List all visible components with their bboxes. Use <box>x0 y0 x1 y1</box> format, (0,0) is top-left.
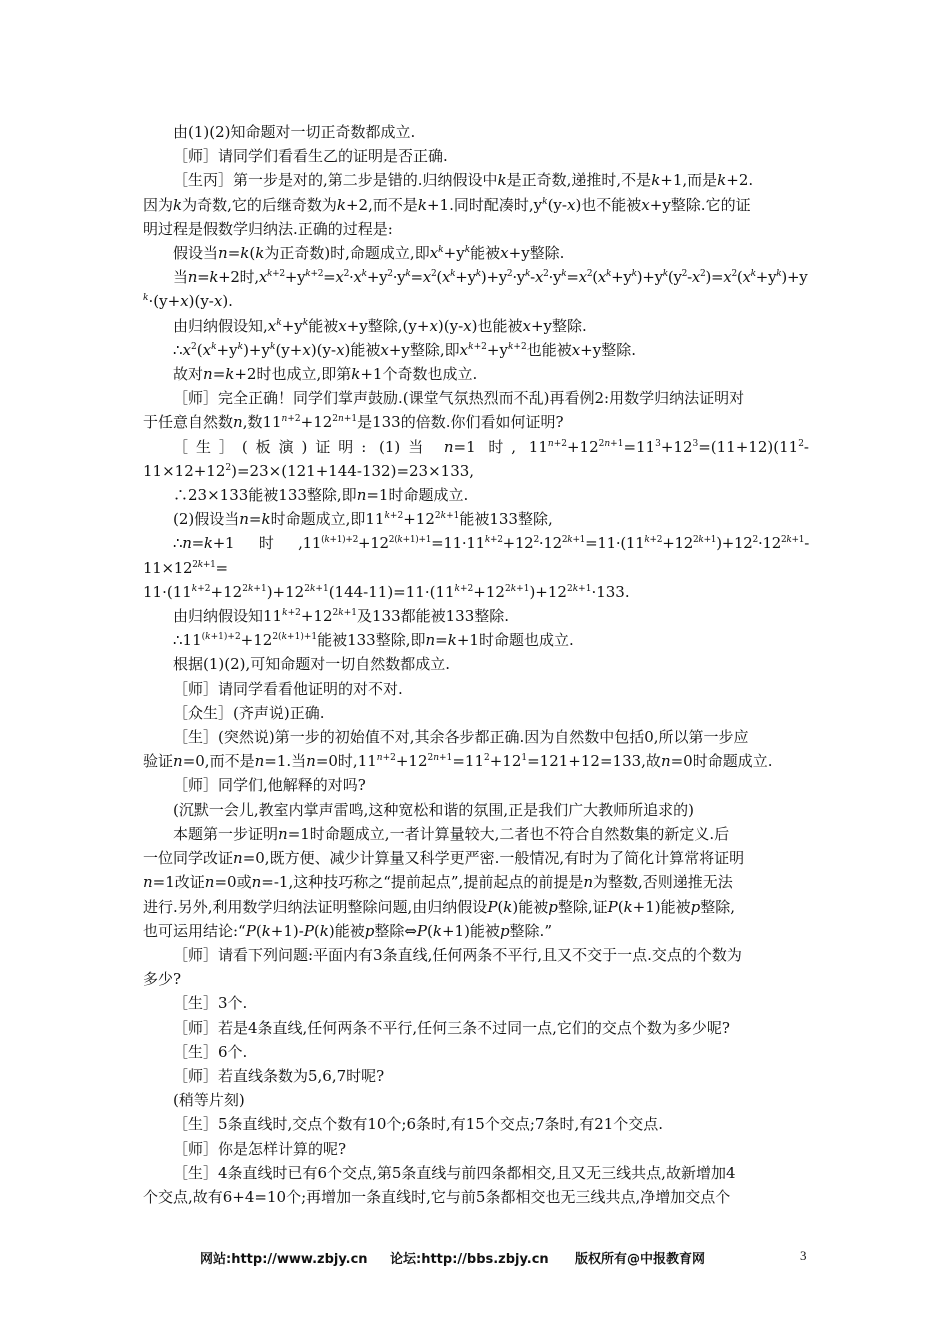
footer-forum-link[interactable]: 论坛:http://bbs.zbjy.cn <box>390 1252 549 1267</box>
text-line: ［生］(突然说)第一步的初始值不对,其余各步都正确.因为自然数中包括0,所以第一步应 <box>173 728 749 747</box>
text-line: ［生丙］第一步是对的,第二步是错的.归纳假设中k是正奇数,递推时,不是k+1,而是k+2. <box>173 171 754 190</box>
text-line: 由归纳假设知$,x^k+y^k$能被x+y整除,(y+x)(y-x)也能被x+y整除. <box>173 316 587 335</box>
text-line: 当n=k+2时$,x^{k+2}+y^{k+2}=x^2\cdot x^k+y^2\cdot y^k=x^2(x^k+y^k)+y^2\cdot y^k-x^2\cdot y^k=x^2(x^k+y^k)+y^k(y^2-x^2)=x^2(x^k+y^k)+y$ <box>173 268 808 287</box>
text-line: 由(1)(2)知命题对一切正奇数都成立. <box>173 123 416 141</box>
text-line: $^k$·(y+x)(y-x). <box>143 292 233 311</box>
text-line: ∴n=k+1时$,11^{(k+1)+2}+12^{2(k+1)+1}=11\cdot 11^{k+2}+12^2\cdot 12^{2k+1}=11\cdot(11^{k+2}+12^{2k+1})+12^2\cdot 12^{2k+1}-11\times 12^{2k+1}=$ <box>143 534 809 577</box>
text-line: ［生］6个. <box>173 1042 248 1061</box>
text-line: ［生］5条直线时,交点个数有10个;6条时,有15个交点;7条时,有21个交点. <box>173 1115 664 1134</box>
text-line: $\therefore x^2(x^k+y^k)+y^k(y+x)(y-x)$能被x+y整除,即$x^{k+2}+y^{k+2}$也能被x+y整除. <box>173 340 636 359</box>
text-line: ［师］请同学们看看生乙的证明是否正确. <box>173 147 448 166</box>
text-line: 验证n=0,而不是n=1.当n=0时$,11^{n+2}+12^{2n+1}=11^2+12^1=121+12=133$,故n=0时命题成立. <box>143 752 773 771</box>
text-line: 明过程是假数学归纳法.正确的过程是: <box>143 219 393 238</box>
text-line: 假设当n=k(k为正奇数)时,命题成立,即$x^k+y^k$能被x+y整除. <box>173 244 565 263</box>
text-line: 于任意自然数n,数$11^{n+2}+12^{2n+1}$是133的倍数.你们看如何证明? <box>143 413 564 432</box>
text-line: ［生］(板演)证明: (1)当 n=1 时, $11^{n+2}+12^{2n+1}=11^3+12^3=(11+12)(11^2-$ <box>173 437 809 456</box>
text-line: 多少? <box>143 970 182 989</box>
text-line: 故对n=k+2时也成立,即第k+1个奇数也成立. <box>173 365 478 384</box>
footer-site-link[interactable]: 网站:http://www.zbjy.cn <box>200 1252 368 1267</box>
text-line: $11\cdot(11^{k+2}+12^{2k+1})+12^{2k+1}(144-11)=11\cdot(11^{k+2}+12^{2k+1})+12^{2k+1}\cdot 133$. <box>143 582 630 601</box>
page-number: 3 <box>800 1248 807 1263</box>
text-line: 一位同学改证n=0,既方便、减少计算量又科学更严密.一般情况,有时为了简化计算常将证明 <box>143 849 745 868</box>
text-line: ［师］请同学看看他证明的对不对. <box>173 679 403 698</box>
text-line: 因为k为奇数,它的后继奇数为k+2,而不是k+1.同时配凑时$,y^k(y-x)$也不能被x+y整除.它的证 <box>143 195 751 214</box>
text-line: (2)假设当n=k时命题成立,即$11^{k+2}+12^{2k+1}$能被133整除, <box>173 510 553 529</box>
text-line: 进行.另外,利用数学归纳法证明整除问题,由归纳假设P(k)能被p整除,证P(k+1)能被p整除, <box>143 897 736 916</box>
text-line: ［师］你是怎样计算的呢? <box>173 1139 347 1158</box>
text-line: 本题第一步证明n=1时命题成立,一者计算量较大,二者也不符合自然数集的新定义.后 <box>173 824 730 843</box>
text-line: $\therefore 11^{(k+1)+2}+12^{2(k+1)+1}$能被133整除,即n=k+1时命题也成立. <box>173 631 574 650</box>
footer-copyright: 版权所有@中报教育网 <box>575 1252 706 1267</box>
text-line: 由归纳假设知$11^{k+2}+12^{2k+1}$及133都能被133整除. <box>173 607 510 626</box>
text-line: ∴23×133能被133整除,即n=1时命题成立. <box>173 486 469 505</box>
page-footer <box>200 1248 810 1268</box>
text-line: 也可运用结论:“P(k+1)-P(k)能被p整除⇔P(k+1)能被p整除.” <box>143 921 552 940</box>
text-line: n=1改证n=0或n=-1,这种技巧称之“提前起点”,提前起点的前提是n为整数,否则递推无法 <box>143 873 733 892</box>
text-line: 根据(1)(2),可知命题对一切自然数都成立. <box>173 655 451 674</box>
text-line: ［师］完全正确！同学们掌声鼓励.(课堂气氛热烈而不乱)再看例2:用数学归纳法证明对 <box>173 389 745 408</box>
text-line: ［众生］(齐声说)正确. <box>173 703 325 722</box>
text-line: 个交点,故有6+4=10个;再增加一条直线时,它与前5条都相交也无三线共点,净增加交点个 <box>143 1187 731 1206</box>
text-line: (沉默一会儿,教室内掌声雷鸣,这种宽松和谐的氛围,正是我们广大教师所追求的) <box>173 800 695 819</box>
document-body <box>143 120 809 1209</box>
text-line: ［师］同学们,他解释的对吗? <box>173 776 366 795</box>
text-line: (稍等片刻) <box>173 1091 245 1110</box>
text-line: ［生］4条直线时已有6个交点,第5条直线与前四条都相交,且又无三线共点,故新增加4 <box>173 1163 736 1182</box>
text-line: ［师］请看下列问题:平面内有3条直线,任何两条不平行,且又不交于一点.交点的个数为 <box>173 945 742 964</box>
text-line: ［师］若直线条数为5,6,7时呢? <box>173 1066 385 1085</box>
text-line: ［师］若是4条直线,任何两条不平行,任何三条不过同一点,它们的交点个数为多少呢? <box>173 1018 730 1037</box>
text-line: $11\times 12+12^2)=23\times(121+144-132)=23\times 133$, <box>143 461 475 480</box>
text-line: ［生］3个. <box>173 994 248 1013</box>
